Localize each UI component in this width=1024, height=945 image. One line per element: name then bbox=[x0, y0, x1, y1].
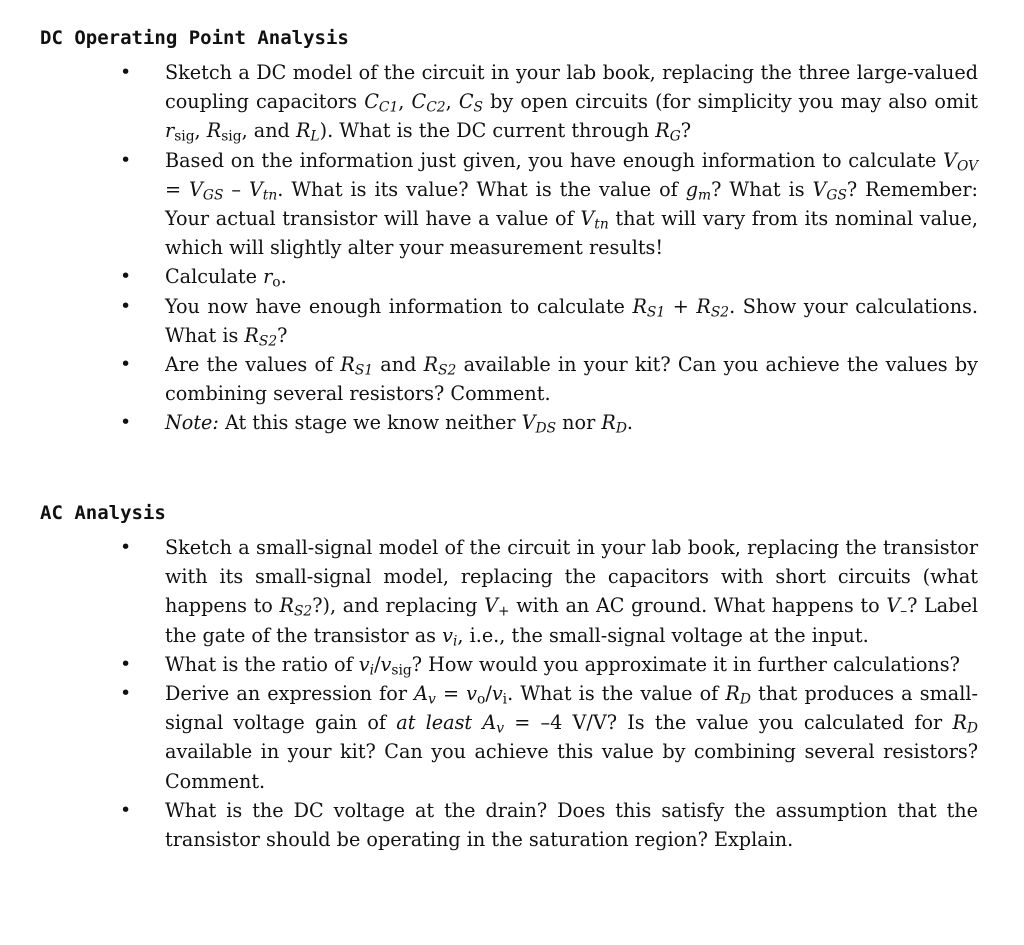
item-text: Sketch a DC model of the circuit in your lab book, replacing the three large-valued coupling capacitors bbox=[165, 61, 978, 114]
item-text: V bbox=[580, 207, 595, 231]
subscript-text: D bbox=[615, 420, 627, 437]
item-text: r bbox=[165, 119, 175, 143]
item-text: C bbox=[458, 90, 474, 114]
item-text: , and bbox=[241, 119, 296, 143]
item-text: with an AC ground. What happens to bbox=[509, 594, 887, 618]
list-item bbox=[0, 262, 978, 291]
item-text: v bbox=[380, 652, 392, 676]
item-text: = bbox=[435, 682, 467, 706]
list-item bbox=[0, 146, 978, 263]
bullet-marker: • bbox=[120, 148, 132, 171]
subscript-text: GS bbox=[202, 187, 224, 204]
item-text: Are the values of bbox=[165, 353, 341, 377]
bullet-marker: • bbox=[120, 265, 132, 288]
subscript-text: C1 bbox=[378, 99, 399, 116]
item-text: , bbox=[194, 119, 207, 143]
item-text: . What is its value? What is the value of bbox=[277, 177, 686, 201]
item-text: R bbox=[206, 119, 222, 143]
item-text: v bbox=[358, 652, 370, 676]
list-item bbox=[0, 408, 978, 437]
subscript-text: i bbox=[452, 633, 458, 650]
subscript-text: i bbox=[369, 662, 375, 679]
bullet-marker: • bbox=[120, 411, 132, 434]
bullet-marker: • bbox=[120, 294, 132, 317]
item-text: A bbox=[482, 711, 497, 735]
item-text: R bbox=[655, 119, 670, 143]
bullet-marker: • bbox=[120, 682, 132, 705]
item-text: that will vary from its nominal value, which will slightly alter your measurement results! bbox=[165, 207, 978, 260]
item-text: and bbox=[373, 353, 424, 377]
item-text: g bbox=[685, 177, 699, 201]
item-text: / bbox=[374, 652, 381, 676]
item-text: Sketch a small-signal model of the circuit in your lab book, replacing the transistor with its small-signal model, replacing the capacitors with short circuits (what happens to bbox=[165, 536, 978, 618]
item-text: Note: bbox=[165, 411, 219, 435]
subscript-text: + bbox=[497, 603, 510, 620]
subscript-text: v bbox=[496, 720, 505, 737]
subscript-text: o bbox=[272, 274, 281, 291]
item-text: = –4 V/V? Is the value you calculated for bbox=[504, 711, 953, 735]
item-text: R bbox=[423, 353, 439, 377]
list-item bbox=[0, 679, 978, 796]
item-text: ? bbox=[277, 323, 288, 347]
dc-section-heading: DC Operating Point Analysis bbox=[40, 27, 349, 49]
item-text: Calculate bbox=[165, 265, 264, 289]
item-text: At this stage we know neither bbox=[218, 411, 522, 435]
list-item bbox=[0, 796, 978, 854]
item-text: Based on the information just given, you have enough information to calculate bbox=[165, 148, 944, 172]
bullet-marker: • bbox=[120, 536, 132, 558]
item-text: What is the DC voltage at the drain? Does this satisfy the assumption that the transistor should be operating in the saturation region? Explain. bbox=[165, 798, 978, 852]
subscript-text: sig bbox=[221, 128, 242, 145]
item-text: R bbox=[696, 294, 711, 318]
item-text: What is the ratio of bbox=[165, 652, 359, 676]
item-text: ? How would you approximate it in further calculations? bbox=[411, 652, 960, 676]
subscript-text: L bbox=[310, 128, 320, 145]
subscript-text: S2 bbox=[293, 603, 313, 620]
item-text: + bbox=[665, 294, 697, 318]
list-item bbox=[0, 58, 978, 146]
subscript-text: sig bbox=[391, 662, 412, 679]
item-text: V bbox=[484, 594, 498, 618]
item-text: R bbox=[632, 294, 647, 318]
subscript-text: S2 bbox=[710, 304, 730, 321]
subscript-text: m bbox=[698, 187, 712, 204]
item-text: C bbox=[364, 90, 379, 114]
subscript-text: OV bbox=[956, 158, 978, 175]
item-text bbox=[472, 711, 482, 734]
item-text: ). What is the DC current through bbox=[319, 119, 656, 143]
item-text: R bbox=[244, 323, 259, 347]
item-text: available in your kit? Can you achieve the values by combining several resistors? Comment. bbox=[165, 353, 978, 406]
item-text: r bbox=[263, 265, 273, 289]
list-item bbox=[0, 650, 978, 679]
item-text: V bbox=[943, 148, 957, 172]
item-text: R bbox=[952, 711, 967, 735]
list-item bbox=[0, 533, 978, 650]
list-item bbox=[0, 350, 978, 408]
item-text: / bbox=[485, 682, 492, 706]
item-text: Derive an expression for bbox=[165, 682, 415, 706]
item-text: ? bbox=[680, 119, 692, 143]
subscript-text: S bbox=[473, 99, 483, 116]
item-text: R bbox=[601, 411, 616, 435]
subscript-text: – bbox=[900, 603, 908, 620]
item-text: R bbox=[295, 119, 311, 143]
item-text: ? What is bbox=[711, 177, 813, 201]
list-item bbox=[0, 292, 978, 350]
subscript-text: o bbox=[477, 691, 486, 708]
item-text: – bbox=[223, 177, 249, 201]
subscript-text: S1 bbox=[354, 362, 374, 379]
item-text: nor bbox=[556, 411, 602, 435]
dc-question-list bbox=[0, 58, 1024, 438]
bullet-marker: • bbox=[120, 652, 132, 675]
subscript-text: sig bbox=[174, 128, 195, 145]
item-text: v bbox=[491, 682, 503, 706]
item-text: = bbox=[165, 177, 190, 201]
item-text: , bbox=[445, 90, 459, 114]
subscript-text: S1 bbox=[646, 304, 666, 321]
subscript-text: C2 bbox=[426, 99, 446, 116]
subscript-text: G bbox=[669, 128, 681, 145]
item-text: C bbox=[411, 90, 427, 114]
item-text: V bbox=[886, 594, 901, 618]
subscript-text: S2 bbox=[438, 362, 457, 379]
bullet-marker: • bbox=[120, 61, 132, 83]
item-text: v bbox=[466, 682, 478, 706]
subscript-text: D bbox=[966, 720, 978, 737]
item-text: V bbox=[521, 411, 536, 435]
item-text: at least bbox=[396, 711, 473, 735]
item-text: V bbox=[812, 177, 827, 201]
item-text: R bbox=[279, 594, 294, 618]
item-text: . Show your calculations. What is bbox=[165, 294, 978, 347]
item-text: , i.e., the small-signal voltage at the input. bbox=[457, 623, 869, 647]
subscript-text: GS bbox=[826, 187, 847, 204]
item-text: V bbox=[189, 177, 203, 201]
item-text: by open circuits (for simplicity you may also omit bbox=[482, 90, 979, 114]
ac-section-heading: AC Analysis bbox=[40, 502, 166, 524]
bullet-marker: • bbox=[120, 353, 132, 376]
item-text: A bbox=[414, 682, 428, 706]
subscript-text: D bbox=[739, 691, 751, 708]
item-text: that produces a small-signal voltage gain of bbox=[165, 682, 978, 735]
item-text: . bbox=[280, 265, 287, 289]
subscript-text: i bbox=[502, 691, 508, 708]
bullet-marker: • bbox=[120, 798, 132, 821]
item-text: ? Remember: Your actual transistor will have a value of bbox=[165, 177, 978, 231]
item-text: . bbox=[626, 411, 633, 435]
subscript-text: tn bbox=[262, 187, 278, 204]
item-text: You now have enough information to calculate bbox=[165, 294, 633, 318]
item-text: , bbox=[398, 90, 412, 114]
item-text: R bbox=[725, 682, 740, 706]
item-text: V bbox=[248, 177, 263, 201]
ac-question-list bbox=[0, 533, 1024, 854]
item-text: ?), and replacing bbox=[312, 594, 485, 618]
subscript-text: tn bbox=[594, 216, 609, 233]
subscript-text: v bbox=[428, 691, 436, 708]
item-text: available in your kit? Can you achieve this value by combining several resistors? Comment. bbox=[165, 740, 978, 793]
item-text: ? Label the gate of the transistor as bbox=[165, 594, 978, 647]
item-text: . What is the value of bbox=[507, 682, 726, 706]
item-text: R bbox=[340, 353, 355, 377]
subscript-text: DS bbox=[535, 420, 557, 437]
item-text: v bbox=[442, 623, 453, 647]
subscript-text: S2 bbox=[258, 333, 278, 350]
